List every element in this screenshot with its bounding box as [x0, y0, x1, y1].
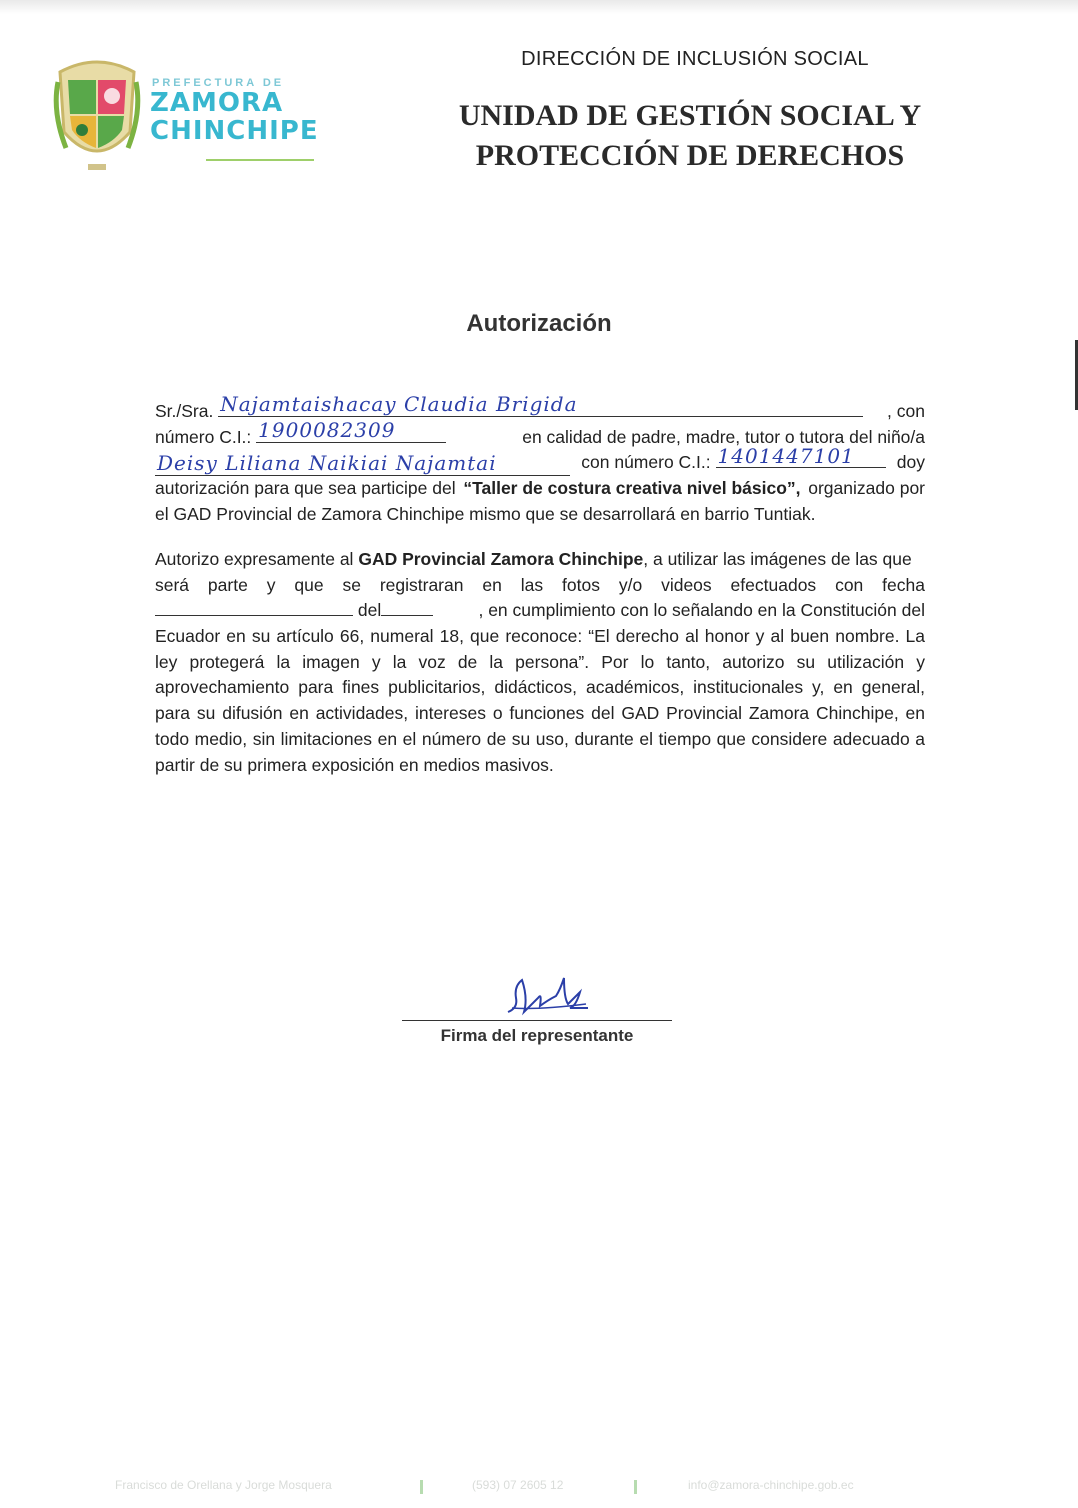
coat-of-arms-icon	[52, 52, 142, 182]
child-ci-field	[716, 443, 886, 468]
signature-label: Firma del representante	[440, 1026, 634, 1045]
text-fragment: , a utilizar las imágenes de las que	[643, 549, 912, 569]
parent-name-field	[218, 392, 863, 417]
signature-line	[402, 1020, 672, 1021]
text-fragment: autorización para que sea participe del	[155, 478, 456, 499]
ci-label: número C.I.:	[155, 426, 252, 447]
footer-address: Francisco de Orellana y Jorge Mosquera	[115, 1478, 332, 1492]
footer-phone: (593) 07 2605 12	[472, 1478, 564, 1492]
salutation-label: Sr./Sra.	[155, 401, 214, 421]
footer-separator	[420, 1480, 423, 1494]
paragraph-line: será parte y que se registraran en las fotos y/o videos efectuados con fecha	[155, 574, 925, 595]
signature-scribble	[498, 968, 598, 1020]
workshop-name: “Taller de costura creativa nivel básico”,	[463, 478, 801, 499]
direccion-heading: DIRECCIÓN DE INCLUSIÓN SOCIAL	[521, 48, 869, 70]
text-fragment: Autorizo expresamente al	[155, 549, 354, 569]
child-name-field	[155, 450, 570, 476]
document-title: Autorización	[466, 310, 612, 337]
unidad-heading-line2: PROTECCIÓN DE DERECHOS	[475, 139, 905, 172]
paragraph-line: el GAD Provincial de Zamora Chinchipe mismo que se desarrollará en barrio Tuntiak.	[155, 503, 816, 524]
logo-subtitle: PREFECTURA DE	[152, 77, 285, 89]
footer-email: info@zamora-chinchipe.gob.ec	[688, 1478, 854, 1492]
scan-shadow	[0, 0, 1078, 14]
unidad-heading	[440, 96, 940, 176]
text-fragment: , con	[887, 401, 925, 421]
child-name-handwritten: Deisy Liliana Naikiai Najamtai	[157, 451, 497, 476]
authorization-paragraph	[155, 392, 925, 527]
gad-name: GAD Provincial Zamora Chinchipe	[358, 549, 644, 569]
text-fragment: en calidad de padre, madre, tutor o tutora del niño/a	[522, 426, 925, 447]
logo-divider	[206, 159, 314, 161]
text-fragment: doy	[896, 452, 925, 473]
prefectura-logo	[52, 44, 322, 184]
unidad-heading-line1: UNIDAD DE GESTIÓN SOCIAL Y	[458, 99, 922, 132]
paragraph-line	[155, 476, 925, 502]
parent-ci-field	[256, 417, 446, 443]
text-fragment: del	[357, 600, 382, 621]
logo-title-line1: ZAMORA	[150, 88, 284, 118]
paragraph-line	[155, 443, 925, 476]
parent-ci-handwritten: 1900082309	[258, 417, 396, 442]
text-fragment: organizado por	[808, 478, 925, 499]
paragraph-body: Ecuador en su artículo 66, numeral 18, que reconoce: “El derecho al honor y al buen nombre. La ley protegerá la imagen y la voz de la persona”. Por lo tanto, autorizo su utilización y aprovechamiento para fines publicitarios, didácticos, académicos, institucionales y, en general, para su difusión en actividades, intereses o funciones del GAD Provincial Zamora Chinchipe, en todo medio, sin limitaciones en el número de su uso, durante el tiempo que considere adecuado a partir de su primera exposición en medios masivos.	[155, 626, 925, 775]
image-rights-paragraph	[155, 547, 925, 778]
footer-separator	[634, 1480, 637, 1494]
date-blank	[155, 615, 353, 616]
child-ci-handwritten: 1401447101	[717, 443, 855, 468]
signature-block	[402, 968, 672, 1058]
paragraph-line	[155, 598, 925, 624]
text-fragment: , en cumplimiento con lo señalando en la Constitución del	[478, 600, 925, 621]
ci-label: con número C.I.:	[581, 452, 711, 473]
parent-name-handwritten: Najamtaishacay Claudia Brigida	[220, 392, 578, 417]
paragraph-line	[155, 547, 925, 573]
year-blank	[381, 615, 433, 616]
logo-title-line2: CHINCHIPE	[150, 116, 319, 146]
